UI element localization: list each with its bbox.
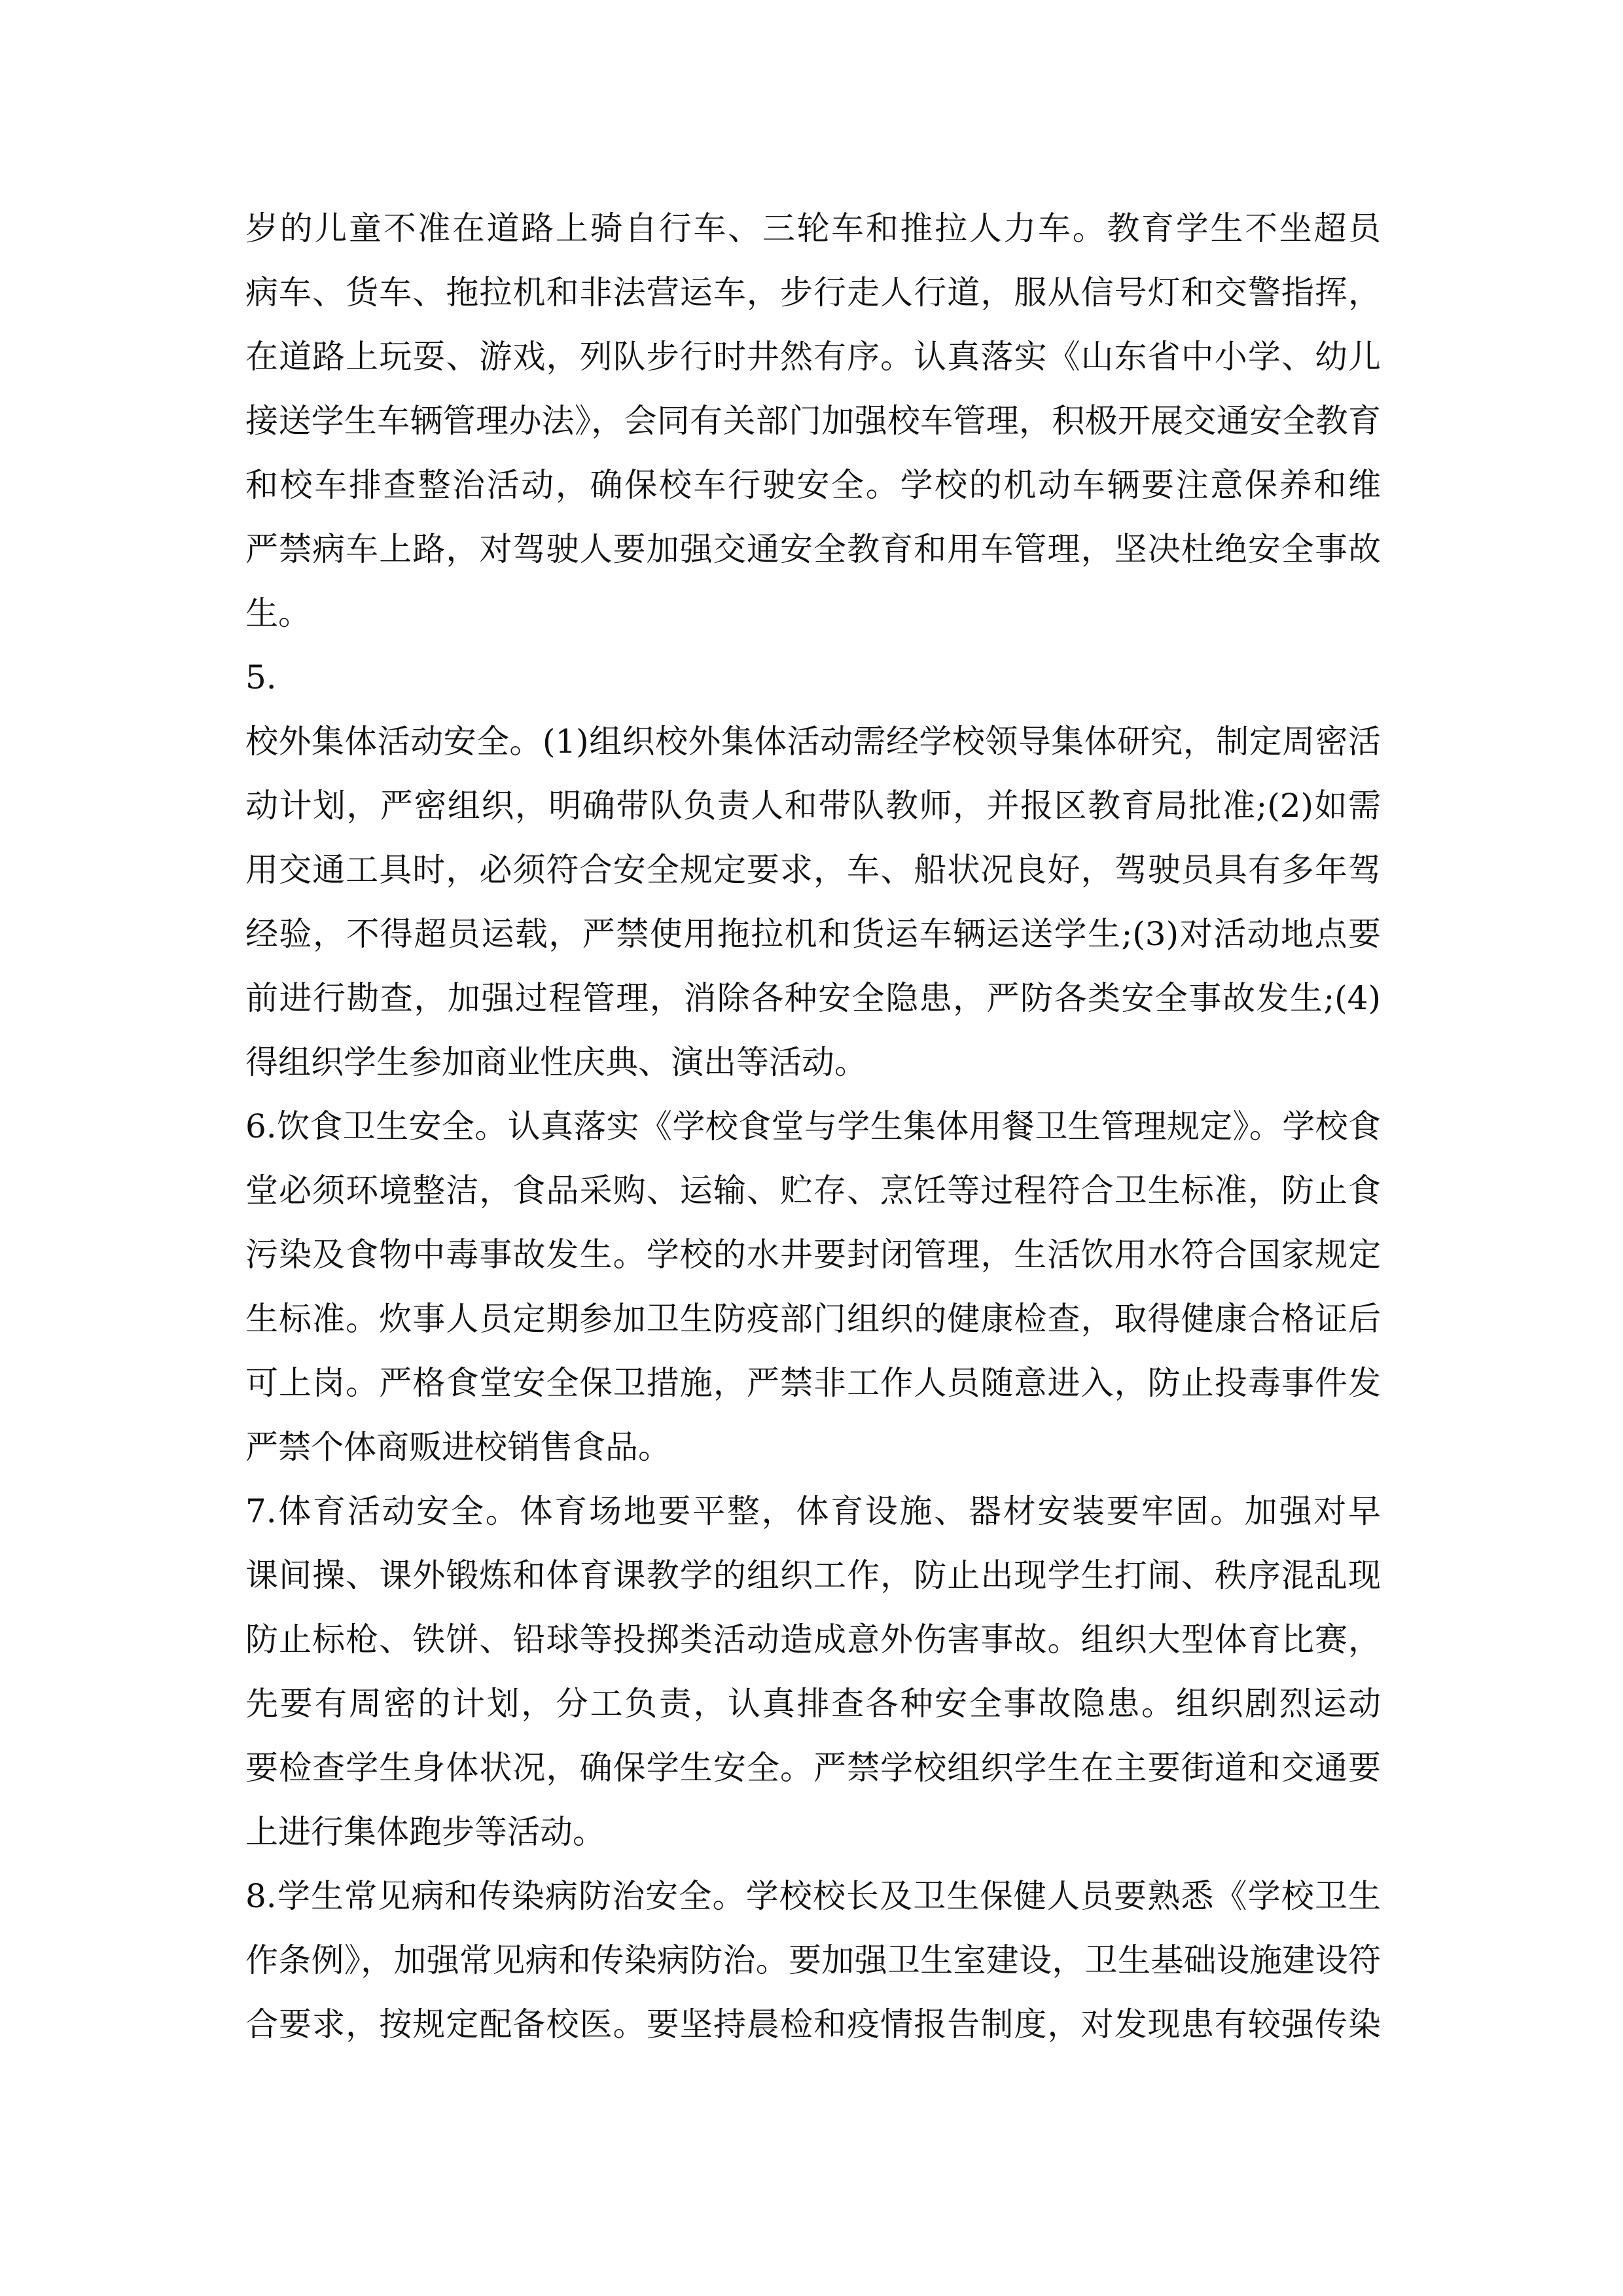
text-line: 课间操、课外锻炼和体育课教学的组织工作，防止出现学生打闹、秩序混乱现 <box>245 1556 1381 1594</box>
text-line: 污染及食物中毒事故发生。学校的水井要封闭管理，生活饮用水符合国家规定 <box>245 1236 1381 1274</box>
text-line: 用交通工具时，必须符合安全规定要求，车、船状况良好，驾驶员具有多年驾 <box>245 851 1381 889</box>
text-line: 堂必须环境整洁，食品采购、运输、贮存、烹饪等过程符合卫生标准，防止食 <box>245 1172 1381 1210</box>
text-line: 6.饮食卫生安全。认真落实《学校食堂与学生集体用餐卫生管理规定》。学校食 <box>245 1107 1381 1145</box>
text-line: 生标准。炊事人员定期参加卫生防疫部门组织的健康检查，取得健康合格证后 <box>245 1300 1381 1338</box>
text-line: 严禁病车上路，对驾驶人要加强交通安全教育和用车管理，坚决杜绝安全事故 <box>245 530 1381 568</box>
text-line: 7.体育活动安全。体育场地要平整，体育设施、器材安装要牢固。加强对早 <box>245 1492 1381 1530</box>
text-line: 在道路上玩耍、游戏，列队步行时井然有序。认真落实《山东省中小学、幼儿 <box>245 338 1381 376</box>
text-line: 和校车排查整治活动，确保校车行驶安全。学校的机动车辆要注意保养和维 <box>245 466 1381 504</box>
text-line: 8.学生常见病和传染病防治安全。学校校长及卫生保健人员要熟悉《学校卫生 <box>245 1877 1381 1915</box>
list-number: 5. <box>245 658 277 696</box>
text-line: 严禁个体商贩进校销售食品。 <box>245 1428 671 1466</box>
text-line: 要检查学生身体状况，确保学生安全。严禁学校组织学生在主要街道和交通要 <box>245 1749 1381 1787</box>
text-line: 病车、货车、拖拉机和非法营运车，步行走人行道，服从信号灯和交警指挥， <box>245 274 1381 312</box>
text-line: 合要求，按规定配备校医。要坚持晨检和疫情报告制度，对发现患有较强传染 <box>245 2005 1381 2043</box>
text-line: 防止标枪、铁饼、铅球等投掷类活动造成意外伤害事故。组织大型体育比赛， <box>245 1621 1381 1659</box>
text-line: 岁的儿童不准在道路上骑自行车、三轮车和推拉人力车。教育学生不坐超员 <box>245 209 1381 247</box>
text-line: 作条例》，加强常见病和传染病防治。要加强卫生室建设，卫生基础设施建设符 <box>245 1941 1381 1979</box>
text-line: 上进行集体跑步等活动。 <box>245 1813 605 1851</box>
text-line: 动计划，严密组织，明确带队负责人和带队教师，并报区教育局批准;(2)如需 <box>245 787 1381 825</box>
text-line: 先要有周密的计划，分工负责，认真排查各种安全事故隐患。组织剧烈运动 <box>245 1685 1381 1723</box>
text-line: 前进行勘查，加强过程管理，消除各种安全隐患，严防各类安全事故发生;(4) <box>245 979 1381 1017</box>
body-text <box>245 196 1381 2056</box>
text-line: 生。 <box>245 594 311 632</box>
text-line: 得组织学生参加商业性庆典、演出等活动。 <box>245 1043 867 1081</box>
text-line: 校外集体活动安全。(1)组织校外集体活动需经学校领导集体研究，制定周密活 <box>245 723 1381 761</box>
text-line: 可上岗。严格食堂安全保卫措施，严禁非工作人员随意进入，防止投毒事件发 <box>245 1364 1381 1402</box>
text-line: 经验，不得超员运载，严禁使用拖拉机和货运车辆运送学生;(3)对活动地点要 <box>245 915 1381 953</box>
text-line: 接送学生车辆管理办法》，会同有关部门加强校车管理，积极开展交通安全教育 <box>245 402 1381 440</box>
